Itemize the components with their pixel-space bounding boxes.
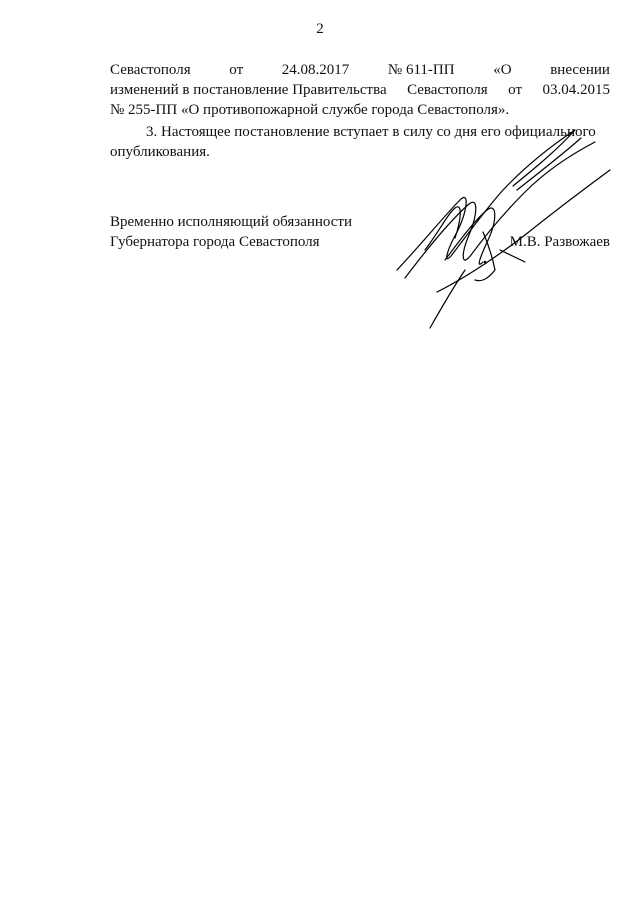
signatory-position xyxy=(110,212,352,252)
signatory-name: М.В. Развожаев xyxy=(509,234,610,250)
paragraph-line: опубликования. xyxy=(110,144,210,160)
paragraph-line xyxy=(110,60,610,80)
paragraph-line: № 255-ПП «О противопожарной службе города Севастополя». xyxy=(110,102,510,118)
text-word: «О xyxy=(493,62,512,78)
text-word: изменений в постановление Правительства xyxy=(110,82,387,98)
page-number: 2 xyxy=(316,21,324,37)
text-word: 03.04.2015 xyxy=(542,82,610,98)
position-line: Временно исполняющий обязанности xyxy=(110,214,353,230)
text-word: от xyxy=(508,82,523,98)
text-word: Севастополя xyxy=(110,62,191,78)
paragraph-line: 3. Настоящее постановление вступает в силу со дня его официального xyxy=(146,124,596,140)
text-word: от xyxy=(229,62,244,78)
paragraph-amendment-reference xyxy=(110,60,610,120)
text-word: Севастополя xyxy=(407,82,488,98)
text-word: 24.08.2017 xyxy=(281,62,350,78)
handwritten-signature xyxy=(385,120,625,335)
paragraph-line xyxy=(110,80,610,100)
text-word: № 611-ПП xyxy=(387,62,455,78)
position-line: Губернатора города Севастополя xyxy=(110,234,320,250)
text-word: внесении xyxy=(550,62,610,78)
